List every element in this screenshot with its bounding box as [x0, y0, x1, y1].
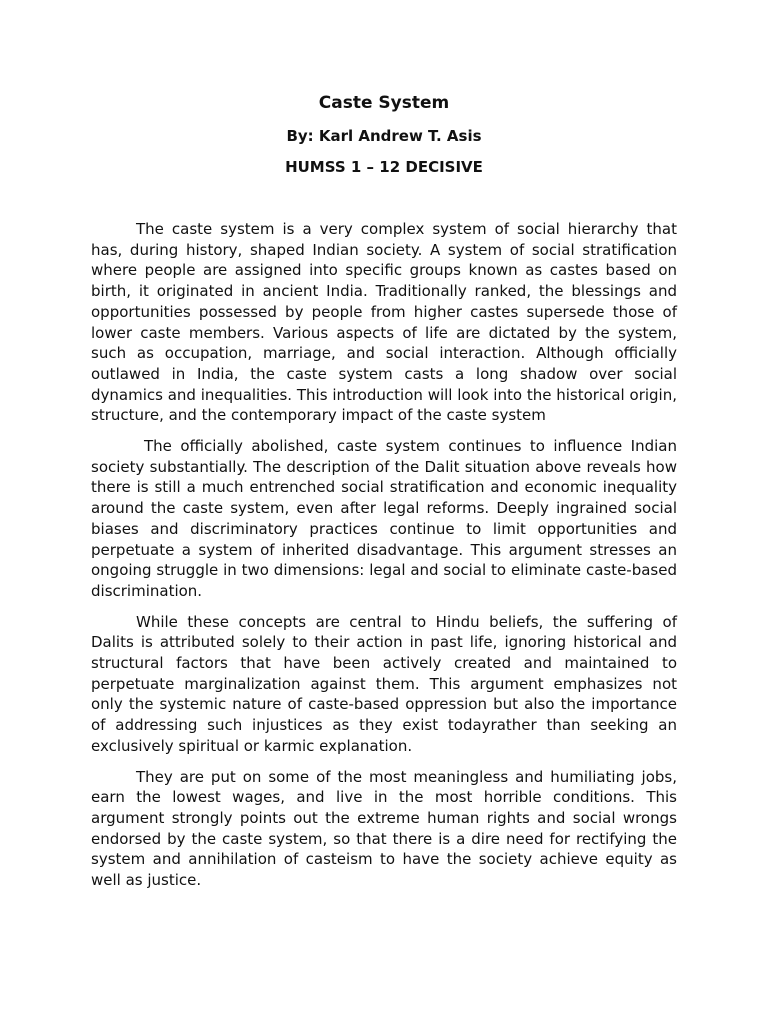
paragraph-introduction: The caste system is a very complex system of social hierarchy that has, during history, shaped Indian society. A system of social stratification where people are assigned into specific groups known as castes based on birth, it originated in ancient India. Traditionally ranked, the blessings and opportunities possessed by people from higher castes supersede those of lower caste members. Various aspects of life are dictated by the system, such as occupation, marriage, and social interaction. Although officially outlawed in India, the caste system casts a long shadow over social dynamics and inequalities. This introduction will look into the historical origin, structure, and the contemporary impact of the caste system [91, 220, 677, 425]
paragraph-karmic-explanation: While these concepts are central to Hindu beliefs, the suffering of Dalits is attributed solely to their action in past life, ignoring historical and structural factors that have been actively created and maintained to perpetuate marginalization against them. This argument emphasizes not only the systemic nature of caste-based oppression but also the importance of addressing such injustices as they exist todayrather than seeking an exclusively spiritual or karmic explanation. [91, 612, 677, 755]
essay-body [91, 219, 677, 901]
class-section-line: HUMSS 1 – 12 DECISIVE [285, 158, 483, 176]
author-line: By: Karl Andrew T. Asis [286, 127, 482, 145]
document-title: Caste System [318, 93, 450, 113]
paragraph-continuing-influence: The officially abolished, caste system continues to influence Indian society substantially. The description of the Dalit situation above reveals how there is still a much entrenched social stratification and economic inequality around the caste system, even after legal reforms. Deeply ingrained social biases and discriminatory practices continue to limit opportunities and perpetuate a system of inherited disadvantage. This argument stresses an ongoing struggle in two dimensions: legal and social to eliminate caste-based discrimination. [91, 437, 677, 600]
paragraph-human-rights: They are put on some of the most meaningless and humiliating jobs, earn the lowest wages, and live in the most horrible conditions. This argument strongly points out the extreme human rights and social wrongs endorsed by the caste system, so that there is a dire need for rectifying the system and annihilation of casteism to have the society achieve equity as well as justice. [91, 767, 677, 890]
